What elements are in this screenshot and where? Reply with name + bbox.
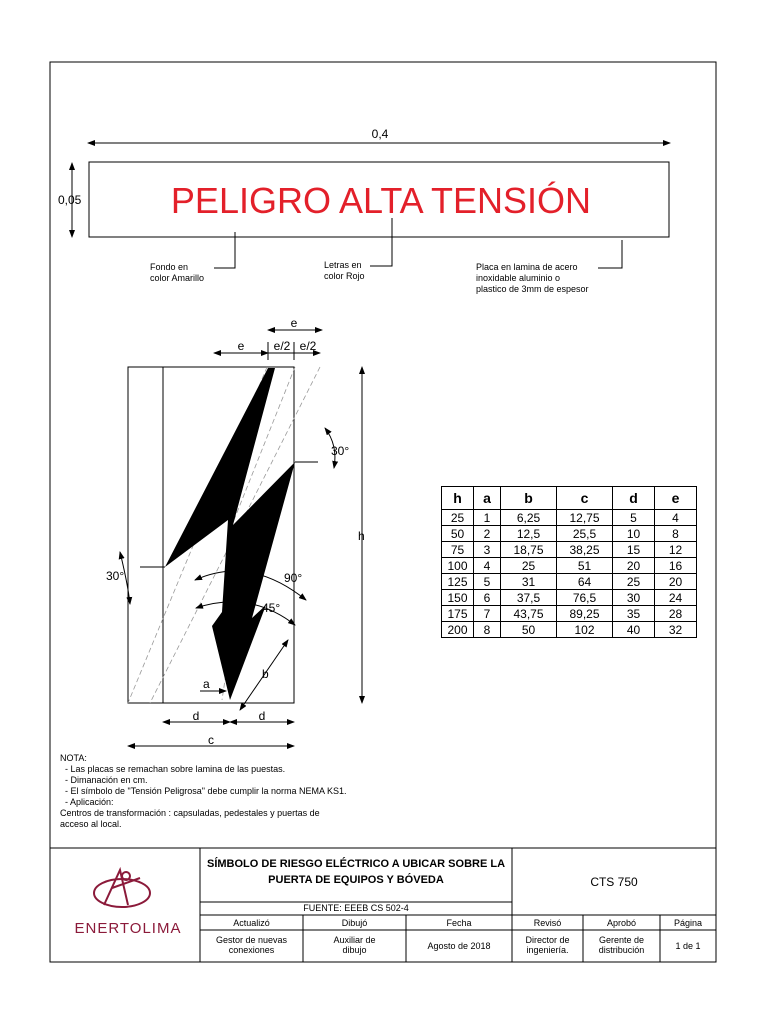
table-cell: 25 xyxy=(442,510,474,526)
table-cell: 76,5 xyxy=(557,590,613,606)
table-row xyxy=(442,510,697,526)
dim-b: b xyxy=(262,667,269,681)
dim-e-half-1: e/2 xyxy=(273,339,291,353)
table-cell: 2 xyxy=(474,526,501,542)
table-row xyxy=(442,542,697,558)
drawing-source: FUENTE: EEEB CS 502-4 xyxy=(303,903,409,913)
table-cell: 8 xyxy=(655,526,697,542)
table-cell: 125 xyxy=(442,574,474,590)
table-header-row xyxy=(442,487,697,510)
table-cell: 15 xyxy=(613,542,655,558)
drawing-code: CTS 750 xyxy=(590,875,638,889)
table-row xyxy=(442,622,697,638)
note-line: NOTA: xyxy=(60,753,87,763)
dim-e-half-2: e/2 xyxy=(299,339,317,353)
table-header-cell: b xyxy=(501,487,557,510)
drawing-title: SÍMBOLO DE RIESGO ELÉCTRICO A UBICAR SOBRE LA PUERTA DE EQUIPOS Y BÓVEDA xyxy=(206,858,506,886)
table-cell: 43,75 xyxy=(501,606,557,622)
note-line: - Aplicación: xyxy=(60,797,114,807)
col-header-date: Fecha xyxy=(446,918,472,928)
table-cell: 28 xyxy=(655,606,697,622)
table-cell: 50 xyxy=(501,622,557,638)
col-header-reviewed: Revisó xyxy=(533,918,562,928)
table-cell: 5 xyxy=(474,574,501,590)
col-value-reviewed: Director de ingeniería. xyxy=(525,935,570,955)
table-header-cell: c xyxy=(557,487,613,510)
note-line: - Dimanación en cm. xyxy=(60,775,148,785)
table-cell: 6,25 xyxy=(501,510,557,526)
callout-plate: Placa en lamina de acero inoxidable aluminio o plastico de 3mm de espesor xyxy=(476,262,589,294)
col-header-page: Página xyxy=(673,918,703,928)
notes-block xyxy=(60,753,420,830)
dim-d-right: d xyxy=(258,709,266,723)
table-cell: 6 xyxy=(474,590,501,606)
table-cell: 7 xyxy=(474,606,501,622)
table-row xyxy=(442,526,697,542)
note-line: - Las placas se remachan sobre lamina de las puestas. xyxy=(60,764,286,774)
table-cell: 31 xyxy=(501,574,557,590)
table-header-cell: e xyxy=(655,487,697,510)
callout-background: Fondo en color Amarillo xyxy=(150,262,205,283)
table-cell: 40 xyxy=(613,622,655,638)
table-cell: 10 xyxy=(613,526,655,542)
table-cell: 51 xyxy=(557,558,613,574)
note-line: - El símbolo de "Tensión Peligrosa" debe cumplir la norma NEMA KS1. xyxy=(60,786,347,796)
note-line: Centros de transformación : capsuladas, pedestales y puertas de xyxy=(60,808,320,818)
dimensions-table xyxy=(441,486,697,638)
table-cell: 20 xyxy=(655,574,697,590)
angle-left-label: 30° xyxy=(106,569,125,583)
dim-c: c xyxy=(208,733,214,747)
angle-90-label: 90° xyxy=(284,571,303,585)
angle-top-label: 30° xyxy=(331,444,350,458)
table-cell: 38,25 xyxy=(557,542,613,558)
table-cell: 35 xyxy=(613,606,655,622)
table-cell: 37,5 xyxy=(501,590,557,606)
table-cell: 12,75 xyxy=(557,510,613,526)
table-cell: 25 xyxy=(613,574,655,590)
table-cell: 18,75 xyxy=(501,542,557,558)
callout-letters: Letras en color Rojo xyxy=(324,260,365,281)
enertolima-logo-icon xyxy=(94,870,150,907)
dim-a: a xyxy=(203,677,210,691)
table-row xyxy=(442,558,697,574)
height-label: 0,05 xyxy=(58,193,82,207)
table-cell: 1 xyxy=(474,510,501,526)
table-cell: 4 xyxy=(655,510,697,526)
col-value-updated: Gestor de nuevas conexiones xyxy=(215,935,288,955)
table-cell: 200 xyxy=(442,622,474,638)
table-cell: 3 xyxy=(474,542,501,558)
table-cell: 75 xyxy=(442,542,474,558)
table-cell: 12 xyxy=(655,542,697,558)
company-name: ENERTOLIMA xyxy=(74,920,182,937)
table-cell: 5 xyxy=(613,510,655,526)
dim-e: e xyxy=(237,339,245,353)
col-header-updated: Actualizó xyxy=(233,918,270,928)
width-label: 0,4 xyxy=(371,127,389,141)
table-cell: 16 xyxy=(655,558,697,574)
placard-text: PELIGRO ALTA TENSIÓN xyxy=(170,180,592,221)
placard-drawing xyxy=(58,127,670,268)
table-body xyxy=(442,510,697,638)
table-cell: 25 xyxy=(501,558,557,574)
col-header-drawn: Dibujó xyxy=(341,918,368,928)
table-row xyxy=(442,606,697,622)
dim-h: h xyxy=(358,529,365,543)
table-cell: 89,25 xyxy=(557,606,613,622)
col-value-approved: Gerente de distribución xyxy=(598,935,645,955)
table-cell: 32 xyxy=(655,622,697,638)
table-cell: 24 xyxy=(655,590,697,606)
col-header-approved: Aprobó xyxy=(606,918,637,928)
angle-45-label: 45° xyxy=(262,601,281,615)
table-cell: 175 xyxy=(442,606,474,622)
table-header-cell: a xyxy=(474,487,501,510)
table-cell: 12,5 xyxy=(501,526,557,542)
dim-e-top: e xyxy=(290,316,298,330)
table-header-cell: h xyxy=(442,487,474,510)
table-cell: 50 xyxy=(442,526,474,542)
lightning-bolt-icon xyxy=(165,368,295,700)
dim-d-left: d xyxy=(192,709,200,723)
hazard-symbol-drawing xyxy=(106,316,365,747)
table-cell: 8 xyxy=(474,622,501,638)
col-value-date: Agosto de 2018 xyxy=(427,941,491,951)
table-cell: 25,5 xyxy=(557,526,613,542)
table-cell: 64 xyxy=(557,574,613,590)
note-line: acceso al local. xyxy=(60,819,122,829)
table-cell: 102 xyxy=(557,622,613,638)
table-cell: 100 xyxy=(442,558,474,574)
table-row xyxy=(442,574,697,590)
table-cell: 20 xyxy=(613,558,655,574)
table-header-cell: d xyxy=(613,487,655,510)
table-cell: 4 xyxy=(474,558,501,574)
table-cell: 150 xyxy=(442,590,474,606)
table-row xyxy=(442,590,697,606)
col-value-drawn: Auxiliar de dibujo xyxy=(333,935,376,955)
col-value-page: 1 de 1 xyxy=(675,941,701,951)
table-cell: 30 xyxy=(613,590,655,606)
